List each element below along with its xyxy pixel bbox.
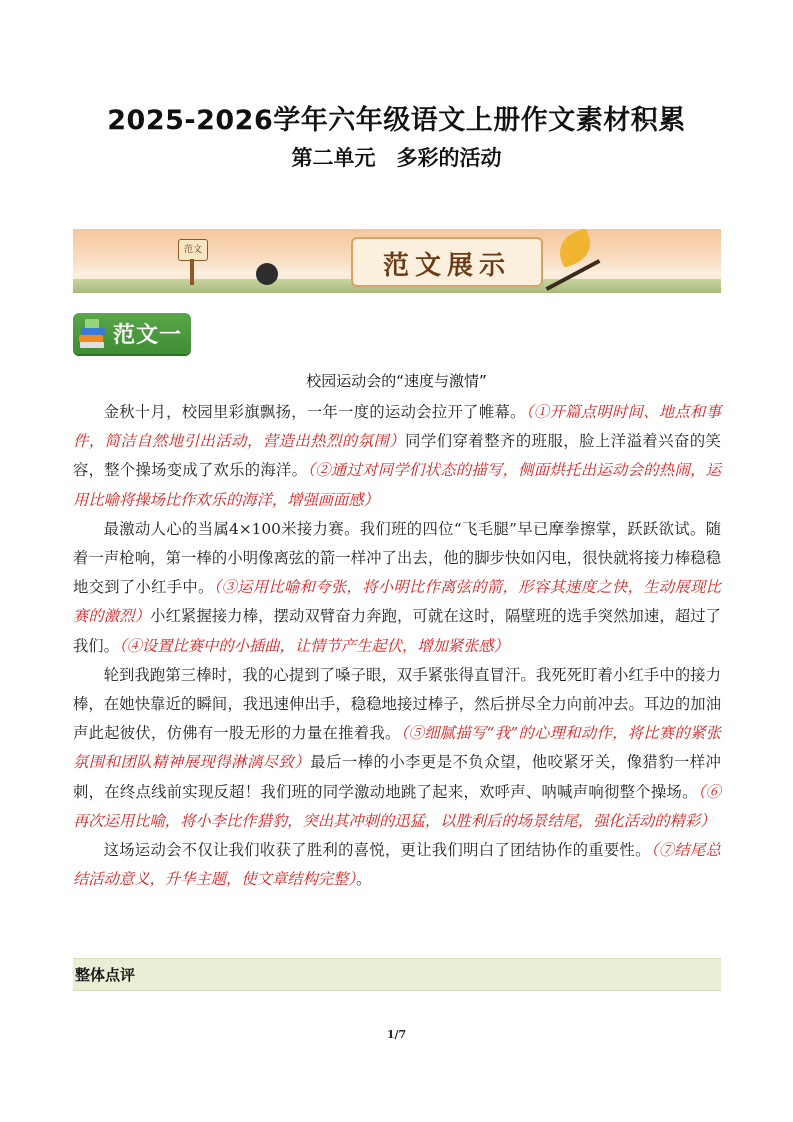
essay-paragraph (73, 398, 721, 515)
essay-badge (73, 313, 191, 354)
annotation-note: （⑥再次运用比喻，将小李比作猎豹，突出其冲刺的迅猛，以胜利后的场景结尾，强化活动的精彩） (73, 782, 721, 830)
paragraph-text: 金秋十月，校园里彩旗飘扬，一年一度的运动会拉开了帷幕。 (103, 403, 526, 421)
essay-paragraph (73, 836, 721, 894)
books-icon (79, 319, 107, 349)
signpost-pole (190, 259, 194, 285)
essay-body (73, 398, 721, 894)
paragraph-text: 小红紧握接力棒，摆动双臂奋力奔跑，可就在这时，隔壁班的选手突然加速，超过了我们。 (73, 607, 721, 655)
review-section-header (73, 958, 721, 991)
annotation-note: （②通过对同学们状态的描写，侧面烘托出运动会的热闹，运用比喻将操场比作欢乐的海洋，增强画面感） (73, 461, 721, 509)
annotation-note: （⑤细腻描写“我”的心理和动作，将比赛的紧张氛围和团队精神展现得淋漓尽致） (73, 724, 721, 772)
annotation-note: （①开篇点明时间、地点和事件，简洁自然地引出活动，营造出热烈的氛围） (73, 403, 721, 451)
banner-scroll (351, 237, 543, 287)
review-heading: 整体点评 (75, 966, 136, 984)
paragraph-text: 同学们穿着整齐的班服，脸上洋溢着兴奋的笑容，整个操场变成了欢乐的海洋。 (73, 432, 721, 480)
banner-title: 范文展示 (382, 251, 511, 281)
annotation-note: （⑦结尾总结活动意义，升华主题，使文章结构完整） (73, 841, 721, 889)
ginkgo-leaf-icon (554, 229, 596, 268)
annotation-note: （④设置比赛中的小插曲，让情节产生起伏，增加紧张感） (118, 636, 509, 655)
essay-badge-label: 范文一 (113, 323, 183, 348)
document-subtitle: 第二单元 多彩的活动 (291, 146, 502, 170)
paragraph-text: 轮到我跑第三棒时，我的心提到了嗓子眼，双手紧张得直冒汗。我死死盯着小红手中的接力棒，在她快靠近的瞬间，我迅速伸出手，稳稳地接过棒子，然后拼尽全力向前冲去。耳边的加油声此起彼伏，仿佛有一股无形的力量在推着我。 (73, 665, 721, 743)
essay-title: 校园运动会的“速度与激情” (306, 372, 487, 390)
essay-paragraph (73, 515, 721, 661)
annotation-note: （③运用比喻和夸张，将小明比作离弦的箭，形容其速度之快，生动展现比赛的激烈） (73, 578, 721, 626)
document-title: 2025-2026学年六年级语文上册作文素材积累 (107, 105, 686, 136)
paragraph-text: 最后一棒的小李更是不负众望，他咬紧牙关，像猎豹一样冲刺，在终点线前实现反超！我们班的同学激动地跳了起来，欢呼声、呐喊声响彻整个操场。 (73, 753, 721, 801)
paragraph-text: 。 (356, 870, 372, 889)
paragraph-text: 最激动人心的当属4×100米接力赛。我们班的四位“飞毛腿”早已摩拳擦掌，跃跃欲试。随着一声枪响，第一棒的小明像离弦的箭一样冲了出去，他的脚步快如闪电，很快就将接力棒稳稳地交到了小红手中。 (73, 519, 721, 597)
essay-paragraph (73, 661, 721, 836)
banner-signpost-icon: 范文 (178, 239, 208, 261)
reading-child-icon (256, 263, 278, 285)
page-number: 1/7 (386, 1028, 407, 1041)
section-banner (73, 229, 721, 293)
paragraph-text: 这场运动会不仅让我们收获了胜利的喜悦，更让我们明白了团结协作的重要性。 (103, 841, 651, 860)
